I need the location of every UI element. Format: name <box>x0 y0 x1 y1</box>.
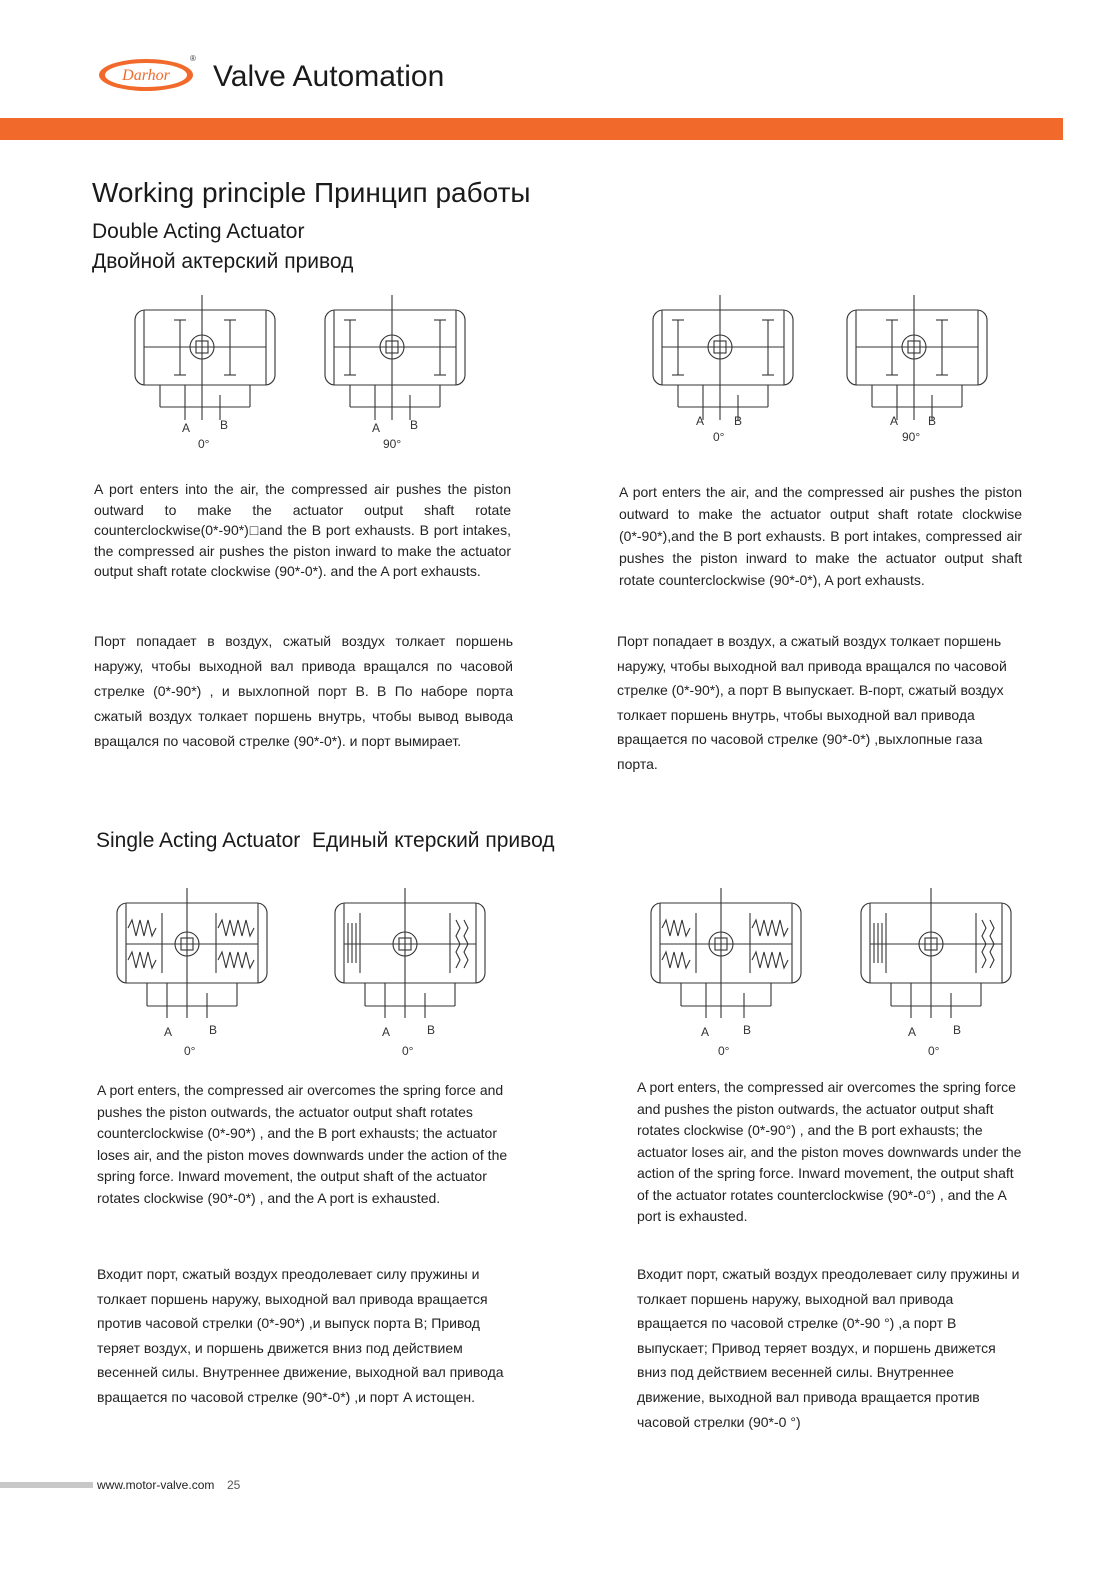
single-acting-right-en: A port enters, the compressed air overcomes the spring force and pushes the piston outwards, the actuator output shaft rotates clockwise (0*-90°) , and the B port exhausts; the actuator loses air, and the piston moves downwards under the action of the spring force. Inward movement, the output shaft of the actuator rotates counterclockwise (90*-0°) , and the A port is exhausted. <box>637 1079 1022 1224</box>
angle-label: 0° <box>718 1044 730 1058</box>
single-acting-right-ru: Входит порт, сжатый воздух преодолевает силу пружины и толкает поршень наружу, выходной вал привода вращается по часовой стрелке (0*-90 °) ,а порт B выпускает; Привод теряет воздух, и поршень движется вниз под действием весенней силы. Внутреннее движение, выходной вал привода вращается против часовой стрелки (90*-0 °) <box>637 1266 1020 1430</box>
port-b-label: B <box>220 418 229 432</box>
port-a-label: A <box>890 414 899 428</box>
brand-title: Valve Automation <box>213 60 445 93</box>
port-b-label: B <box>734 414 743 428</box>
double-acting-diagram-3 <box>648 295 798 455</box>
single-acting-diagram-1 <box>112 888 272 1063</box>
port-a-label: A <box>164 1025 173 1039</box>
page-number: 25 <box>227 1478 241 1492</box>
port-a-label: A <box>908 1025 917 1039</box>
single-acting-diagram-2 <box>330 888 490 1063</box>
port-a-label: A <box>382 1025 391 1039</box>
double-acting-title-en: Double Acting Actuator <box>92 220 305 243</box>
angle-label: 90° <box>902 430 921 444</box>
port-b-label: B <box>953 1023 962 1037</box>
double-acting-left-ru: Порт попадает в воздух, сжатый воздух толкает поршень наружу, чтобы выходной вал привода вращался по часовой стрелке (0*-90*) , и выхлопной порт B. В По наборе порта сжатый воздух толкает поршень внутрь, чтобы вывод вывода вращался по часовой стрелке (90*-0*). и порт вымирает. <box>94 633 513 749</box>
double-acting-left-en: A port enters into the air, the compressed air pushes the piston outward to make the actuator output shaft rotate counterclockwise(0*-90*)□and the B port exhausts. B port intakes, the compressed air pushes the piston inward to make the actuator output shaft rotate clockwise (90*-0*). and the A port exhausts. <box>94 481 511 580</box>
header-accent-bar <box>0 118 1063 140</box>
port-b-label: B <box>427 1023 436 1037</box>
section-title: Working principle Принцип работы <box>92 177 531 208</box>
darhor-logo <box>97 57 195 93</box>
footer-url[interactable]: www.motor-valve.com <box>97 1478 215 1492</box>
angle-label: 0° <box>198 437 210 451</box>
single-acting-left-ru: Входит порт, сжатый воздух преодолевает силу пружины и толкает поршень наружу, выходной вал привода вращается против часовой стрелки (0*-90*) ,и выпуск порта B; Привод теряет воздух, и поршень движется вниз под действием весенней силы. Внутреннее движение, выходной вал привода вращается по часовой стрелке (90*-0*) ,и порт A истощен. <box>97 1266 504 1405</box>
port-b-label: B <box>928 414 937 428</box>
angle-label: 0° <box>713 430 725 444</box>
single-acting-diagram-4 <box>856 888 1016 1063</box>
angle-label: 0° <box>928 1044 940 1058</box>
port-a-label: A <box>701 1025 710 1039</box>
port-a-label: A <box>372 421 381 435</box>
registered-mark: ® <box>190 54 196 63</box>
port-a-label: A <box>182 421 191 435</box>
angle-label: 0° <box>184 1044 196 1058</box>
single-acting-left-en: A port enters, the compressed air overcomes the spring force and pushes the piston outwards, the actuator output shaft rotates counterclockwise (0*-90*) , and the B port exhausts; the actuator loses air, and the piston moves downwards under the action of the spring force. Inward movement, the output shaft of the actuator rotates clockwise (90*-0*) , and the A port is exhausted. <box>97 1082 508 1206</box>
port-b-label: B <box>743 1023 752 1037</box>
double-acting-title-ru: Двойной актерский привод <box>92 250 354 273</box>
double-acting-diagram-1 <box>130 295 280 455</box>
port-b-label: B <box>410 418 419 432</box>
double-acting-right-en: A port enters the air, and the compressed air pushes the piston outward to make the actuator output shaft rotate clockwise (0*-90*),and the B port exhausts. B port intakes, compressed air pushes the piston inward to make the actuator output shaft rotate counterclockwise (90*-0*), A port exhausts. <box>619 484 1022 588</box>
port-b-label: B <box>209 1023 218 1037</box>
footer-bar <box>0 1482 93 1488</box>
double-acting-right-ru: Порт попадает в воздух, а сжатый воздух толкает поршень наружу, чтобы выходной вал привода вращался по часовой стрелке (0*-90*), а порт B выпускает. B-порт, сжатый воздух толкает поршень внутрь, чтобы выходной вал привода вращается по часовой стрелке (90*-0*) ,выхлопные газа порта. <box>617 633 1007 772</box>
single-acting-diagram-3 <box>646 888 806 1063</box>
logo-text: Darhor <box>122 67 170 84</box>
double-acting-diagram-2 <box>320 295 470 455</box>
angle-label: 90° <box>383 437 402 451</box>
angle-label: 0° <box>402 1044 414 1058</box>
double-acting-diagram-4 <box>842 295 992 455</box>
single-acting-title: Single Acting Actuator Единый ктерский привод <box>96 829 555 852</box>
port-a-label: A <box>696 414 705 428</box>
